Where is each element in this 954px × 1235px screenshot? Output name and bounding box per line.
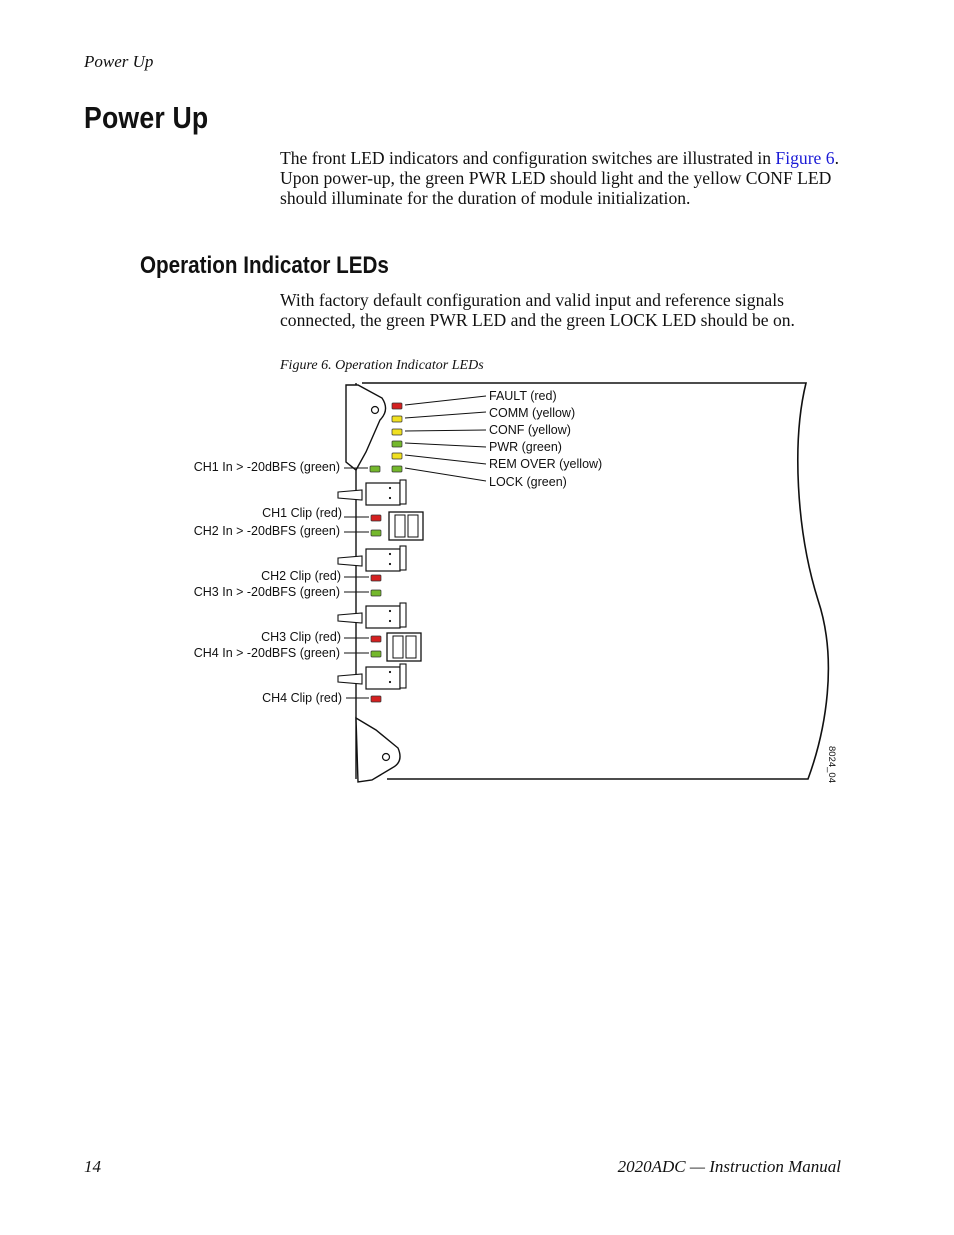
- running-header: Power Up: [84, 52, 154, 71]
- section-title: Power Up: [84, 100, 209, 135]
- right-leader-lines: [405, 396, 486, 481]
- led-ch2-clip: [371, 575, 381, 581]
- label-conf: CONF (yellow): [489, 423, 571, 437]
- label-ch2-clip: CH2 Clip (red): [261, 569, 341, 583]
- led-ch3-in: [371, 590, 381, 596]
- ch1-connector-icon: [338, 480, 406, 505]
- figure-id: 8024_04: [826, 746, 837, 783]
- top-ejector-screw-icon: [372, 407, 379, 414]
- bottom-ejector-screw-icon: [383, 754, 390, 761]
- ch3-connector-icon: [338, 603, 406, 628]
- status-led-lock: [392, 466, 402, 472]
- top-ejector-handle: [346, 385, 386, 470]
- label-lock: LOCK (green): [489, 475, 567, 489]
- led-ch4-clip: [371, 696, 381, 702]
- manual-title: 2020ADC — Instruction Manual: [617, 1157, 841, 1176]
- leds-paragraph: With factory default configuration and valid input and reference signals connected, the green PWR LED and the green LOCK LED should be on.: [280, 290, 795, 330]
- config-switch-upper-icon: [389, 512, 423, 540]
- status-led-conf: [392, 429, 402, 435]
- label-ch1-clip: CH1 Clip (red): [262, 506, 342, 520]
- figure-6-link[interactable]: Figure 6: [775, 148, 835, 168]
- label-rem-over: REM OVER (yellow): [489, 457, 603, 471]
- page-number: 14: [84, 1157, 101, 1176]
- status-led-fault: [392, 403, 402, 409]
- label-pwr: PWR (green): [489, 440, 562, 454]
- label-ch3-clip: CH3 Clip (red): [261, 630, 341, 644]
- status-led-rem-over: [392, 453, 402, 459]
- module-board-outline: [362, 383, 828, 779]
- led-ch1-in: [370, 466, 380, 472]
- label-fault: FAULT (red): [489, 389, 557, 403]
- ch4-connector-icon: [338, 664, 406, 689]
- label-ch4-in: CH4 In > -20dBFS (green): [193, 646, 340, 660]
- led-ch3-clip: [371, 636, 381, 642]
- bottom-ejector-handle: [356, 718, 400, 782]
- intro-text-before-link: The front LED indicators and configuration switches are illustrated in: [280, 148, 776, 168]
- label-ch2-in: CH2 In > -20dBFS (green): [193, 524, 340, 538]
- led-ch1-clip: [371, 515, 381, 521]
- config-switch-lower-icon: [387, 633, 421, 661]
- subsection-title: Operation Indicator LEDs: [140, 252, 389, 279]
- label-ch4-clip: CH4 Clip (red): [262, 691, 342, 705]
- intro-text-after-link: . Upon power-up, the green PWR LED should light and the yellow CONF LED should illuminate for the duration of module initialization.: [280, 148, 839, 208]
- label-ch3-in: CH3 In > -20dBFS (green): [193, 585, 340, 599]
- figure-caption: Figure 6. Operation Indicator LEDs: [280, 358, 484, 373]
- status-led-comm: [392, 416, 402, 422]
- status-led-pwr: [392, 441, 402, 447]
- led-ch2-in: [371, 530, 381, 536]
- led-ch4-in: [371, 651, 381, 657]
- label-ch1-in: CH1 In > -20dBFS (green): [193, 460, 340, 474]
- ch2-connector-icon: [338, 546, 406, 571]
- label-comm: COMM (yellow): [489, 406, 576, 420]
